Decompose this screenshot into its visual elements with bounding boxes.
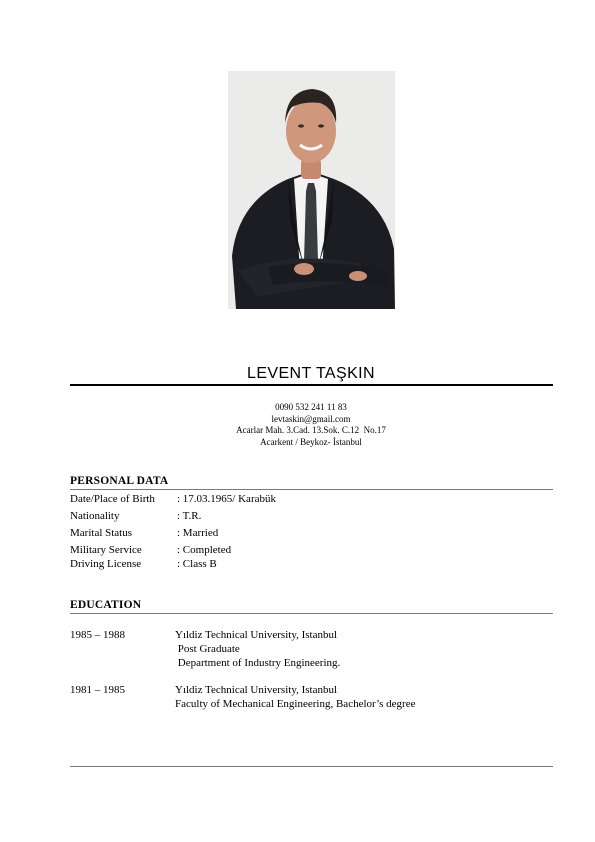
education-period: 1981 – 1985: [70, 684, 125, 696]
address-line-1: Acarlar Mah. 3.Cad. 13.Sok. C.12 No.17: [236, 425, 386, 435]
education-degree: Post Graduate: [175, 643, 240, 655]
personal-label: Nationality: [70, 510, 120, 522]
personal-value: : T.R.: [177, 510, 202, 522]
phone-number: 0090 532 241 11 83: [275, 402, 347, 412]
address-line-2: Acarkent / Beykoz- İstanbul: [260, 436, 362, 447]
personal-value: : 17.03.1965/ Karabük: [177, 493, 276, 505]
portrait-photo: [228, 71, 395, 309]
personal-value: : Completed: [177, 544, 232, 556]
education-institution: Yıldiz Technical University, Istanbul: [175, 629, 338, 641]
education-heading: EDUCATION: [70, 599, 142, 611]
candidate-name: LEVENT TAŞKIN: [247, 365, 375, 382]
education-department: Department of Industry Engineering.: [175, 657, 341, 669]
personal-value: : Married: [177, 527, 219, 539]
personal-data-divider: [70, 489, 553, 490]
personal-label: Date/Place of Birth: [70, 493, 155, 505]
education-institution: Yıldiz Technical University, Istanbul: [175, 684, 338, 696]
personal-label: Marital Status: [70, 527, 133, 539]
email-address: levtaskin@gmail.com: [271, 413, 351, 424]
education-period: 1985 – 1988: [70, 629, 125, 641]
contact-block: [70, 402, 552, 448]
name-divider: [70, 384, 553, 386]
personal-label: Military Service: [70, 544, 142, 556]
portrait-illustration: [228, 71, 395, 309]
personal-value: : Class B: [177, 558, 217, 570]
personal-label: Driving License: [70, 558, 142, 570]
education-divider: [70, 613, 553, 614]
personal-data-heading: PERSONAL DATA: [70, 475, 169, 487]
education-faculty: Faculty of Mechanical Engineering, Bachelor’s degree: [175, 698, 416, 710]
footer-divider: [70, 766, 553, 767]
